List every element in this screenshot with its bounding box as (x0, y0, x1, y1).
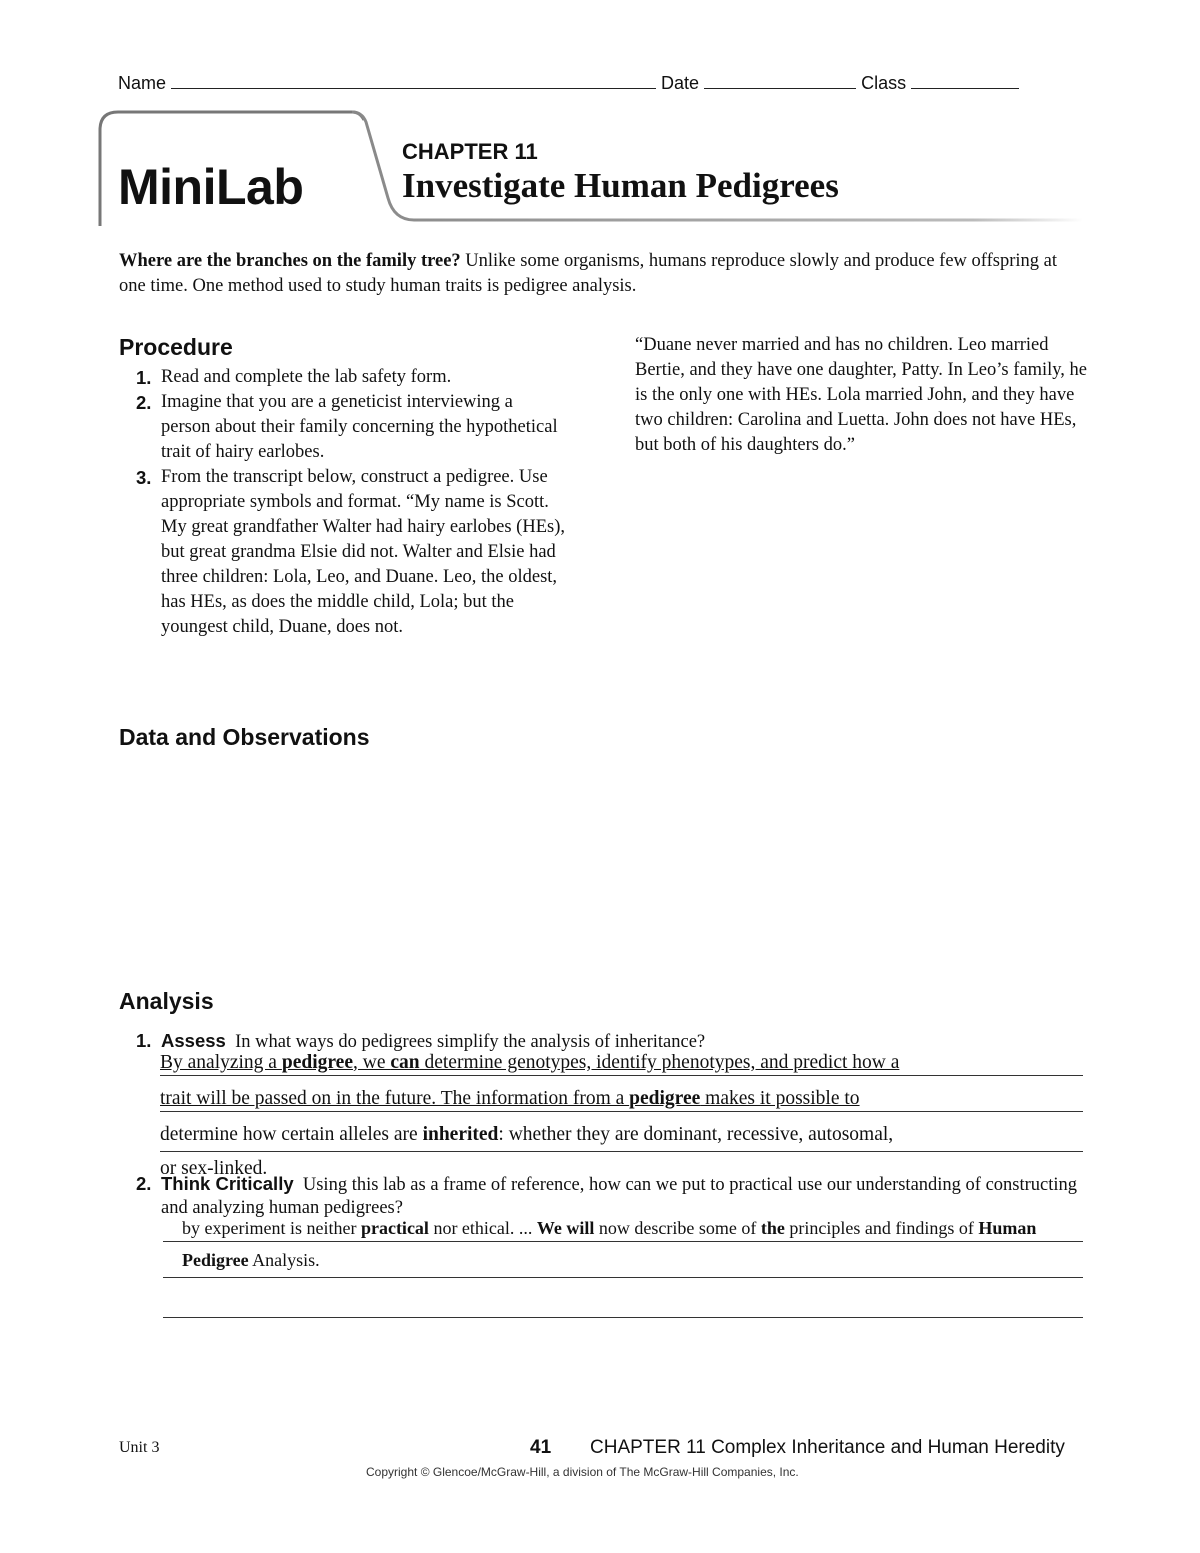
procedure-step-2 (136, 390, 566, 465)
answer-2-line-1 (182, 1218, 1036, 1239)
date-blank[interactable] (704, 72, 856, 89)
step-number: 1. (136, 367, 152, 388)
analysis-question-1 (136, 1029, 1081, 1054)
footer-page-number: 41 (530, 1437, 552, 1458)
class-label: Class (861, 73, 907, 93)
answer-1-line-3 (160, 1124, 893, 1146)
answer-text: now describe some of (594, 1218, 761, 1238)
procedure-step-3 (136, 465, 566, 640)
answer-text: Analysis. (248, 1250, 320, 1270)
question-text: In what ways do pedigrees simplify the analysis of inheritance? (235, 1032, 706, 1052)
question-keyword: Assess (161, 1030, 226, 1051)
answer-2-line-2 (182, 1250, 320, 1271)
procedure-heading: Procedure (119, 334, 233, 360)
answer-1-line-1 (160, 1052, 899, 1074)
answer-text: : whether they are dominant, recessive, autosomal, (498, 1124, 894, 1145)
answer-text: By analyzing a (160, 1052, 282, 1073)
step-number: 2. (136, 392, 152, 413)
transcript-continued: “Duane never married and has no children. Leo married Bertie, and they have one daughter, Patty. In Leo’s family, he is the only one with HEs. Lola married John, and they have two children: Carolina and Luetta. John does not have HEs, but both of his daughters do.” (635, 335, 1088, 455)
question-keyword: Think Critically (161, 1173, 294, 1194)
chapter-label: CHAPTER 11 (402, 139, 538, 164)
lab-title: Investigate Human Pedigrees (402, 166, 839, 205)
answer-line[interactable] (163, 1241, 1083, 1242)
procedure-step-1 (136, 365, 566, 390)
answer-keyword: We will (536, 1218, 595, 1238)
answer-keyword: the (760, 1218, 785, 1238)
name-blank[interactable] (171, 72, 656, 89)
answer-text: determine how certain alleles are (160, 1124, 423, 1145)
footer-chapter: CHAPTER 11 Complex Inheritance and Human Heredity (590, 1437, 1065, 1458)
step-text: From the transcript below, construct a pedigree. Use appropriate symbols and format. “My name is Scott. My great grandfather Walter had hairy earlobes (HEs), but great grandma Elsie did not. Walter and Elsie had three children: Lola, Leo, and Duane. Leo, the oldest, has HEs, as does the middle child, Lola; but the youngest child, Duane, does not. (161, 467, 565, 637)
answer-text: , we (352, 1052, 391, 1073)
answer-keyword: pedigree (281, 1052, 353, 1073)
answer-text: or sex-linked. (160, 1158, 268, 1179)
step-text: Read and complete the lab safety form. (161, 367, 452, 387)
question-text: Using this lab as a frame of reference, how can we put to practical use our understanding of constructing and analyzing human pedigrees? (161, 1175, 1078, 1218)
date-label: Date (661, 73, 700, 93)
answer-keyword: inherited (422, 1124, 499, 1145)
analysis-question-2 (136, 1172, 1081, 1220)
procedure-steps (136, 365, 566, 640)
answer-text: by experiment is neither (182, 1218, 361, 1238)
footer-unit: Unit 3 (119, 1439, 160, 1456)
analysis-heading: Analysis (119, 988, 214, 1014)
minilab-label: MiniLab (118, 159, 304, 215)
answer-1-line-2 (160, 1088, 860, 1110)
student-info-line (118, 72, 1078, 94)
intro-paragraph (119, 249, 1084, 299)
data-observations-heading: Data and Observations (119, 724, 370, 750)
question-number: 2. (136, 1173, 152, 1194)
intro-text: Unlike some organisms, humans reproduce slowly and produce few offspring at one time. One method used to study human traits is pedigree analysis. (119, 251, 1057, 296)
answer-line[interactable] (160, 1075, 1083, 1076)
answer-line[interactable] (163, 1277, 1083, 1278)
answer-line[interactable] (160, 1151, 1083, 1152)
step-text: Imagine that you are a geneticist interviewing a person about their family concerning the hypothetical trait of hairy earlobes. (161, 392, 558, 462)
answer-keyword: can (390, 1052, 420, 1073)
answer-keyword: Human (978, 1218, 1037, 1238)
answer-keyword: pedigree (629, 1088, 701, 1109)
answer-keyword: Pedigree (182, 1250, 249, 1270)
class-blank[interactable] (911, 72, 1019, 89)
step-number: 3. (136, 467, 152, 488)
answer-text: determine genotypes, identify phenotypes, and predict how a (419, 1052, 900, 1073)
data-observations-area[interactable] (119, 760, 1084, 975)
answer-text: principles and findings of (784, 1218, 979, 1238)
name-label: Name (118, 73, 167, 93)
answer-text: nor ethical. ... (428, 1218, 537, 1238)
answer-text: makes it possible to (700, 1088, 860, 1109)
question-number: 1. (136, 1030, 152, 1051)
answer-keyword: practical (360, 1218, 429, 1238)
intro-question: Where are the branches on the family tree? (119, 251, 461, 271)
answer-line[interactable] (163, 1317, 1083, 1318)
answer-line[interactable] (160, 1111, 1083, 1112)
copyright-notice: Copyright © Glencoe/McGraw-Hill, a division of The McGraw-Hill Companies, Inc. (366, 1465, 799, 1479)
answer-text: trait will be passed on in the future. The information from a (160, 1088, 630, 1109)
